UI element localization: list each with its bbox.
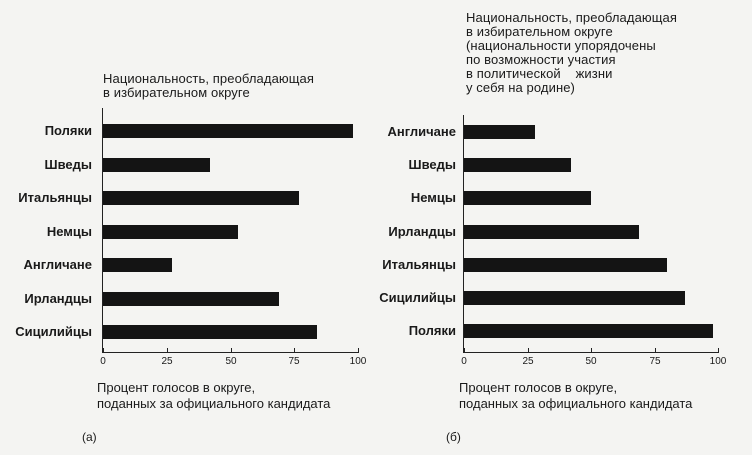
category-label: Итальянцы: [382, 257, 456, 272]
bar: [103, 292, 279, 306]
bar: [103, 158, 210, 172]
chart-b-panel-label: (б): [446, 430, 461, 444]
x-tick-label: 75: [288, 356, 300, 367]
x-tick: [231, 348, 232, 353]
category-label: Поляки: [408, 323, 456, 338]
category-label: Немцы: [46, 224, 92, 239]
bar: [103, 325, 317, 339]
bar: [103, 258, 172, 272]
x-tick-label: 0: [100, 356, 106, 367]
x-tick: [591, 348, 592, 353]
chart-b-xlabel: Процент голосов в округе, поданных за официального кандидата: [459, 380, 693, 411]
bar: [464, 291, 685, 305]
bar: [464, 125, 535, 139]
category-label: Сицилийцы: [15, 324, 92, 339]
category-label: Сицилийцы: [379, 290, 456, 305]
bar: [464, 225, 639, 239]
x-tick: [655, 348, 656, 353]
x-tick-label: 100: [709, 356, 727, 367]
x-tick: [718, 348, 719, 353]
x-tick-label: 50: [225, 356, 237, 367]
chart-b-title: Национальность, преобладающая в избирательном округе (национальности упорядочены по возможности участия в политической жизни у себя на родине): [466, 10, 678, 95]
x-tick: [294, 348, 295, 353]
x-tick: [464, 348, 465, 353]
x-tick-label: 0: [461, 356, 467, 367]
bar: [103, 124, 353, 138]
category-label: Шведы: [408, 157, 456, 172]
x-tick: [167, 348, 168, 353]
bar: [464, 324, 713, 338]
bar: [103, 225, 238, 239]
category-label: Поляки: [44, 123, 92, 138]
category-label: Шведы: [44, 157, 92, 172]
category-label: Ирландцы: [24, 291, 92, 306]
x-tick: [358, 348, 359, 353]
bar: [103, 191, 299, 205]
bar: [464, 158, 571, 172]
chart-a-title: Национальность, преобладающая в избирательном округе: [103, 71, 315, 100]
chart-a-panel-label: (а): [82, 430, 97, 444]
x-tick: [103, 348, 104, 353]
category-label: Итальянцы: [18, 190, 92, 205]
x-tick-label: 25: [522, 356, 534, 367]
category-label: Англичане: [387, 124, 456, 139]
bar: [464, 191, 591, 205]
x-tick-label: 75: [649, 356, 661, 367]
category-label: Немцы: [410, 190, 456, 205]
category-label: Ирландцы: [388, 224, 456, 239]
x-tick-label: 100: [349, 356, 367, 367]
x-tick: [528, 348, 529, 353]
x-tick-label: 25: [161, 356, 173, 367]
category-label: Англичане: [23, 257, 92, 272]
chart-a-xlabel: Процент голосов в округе, поданных за официального кандидата: [97, 380, 331, 411]
bar: [464, 258, 667, 272]
x-tick-label: 50: [585, 356, 597, 367]
